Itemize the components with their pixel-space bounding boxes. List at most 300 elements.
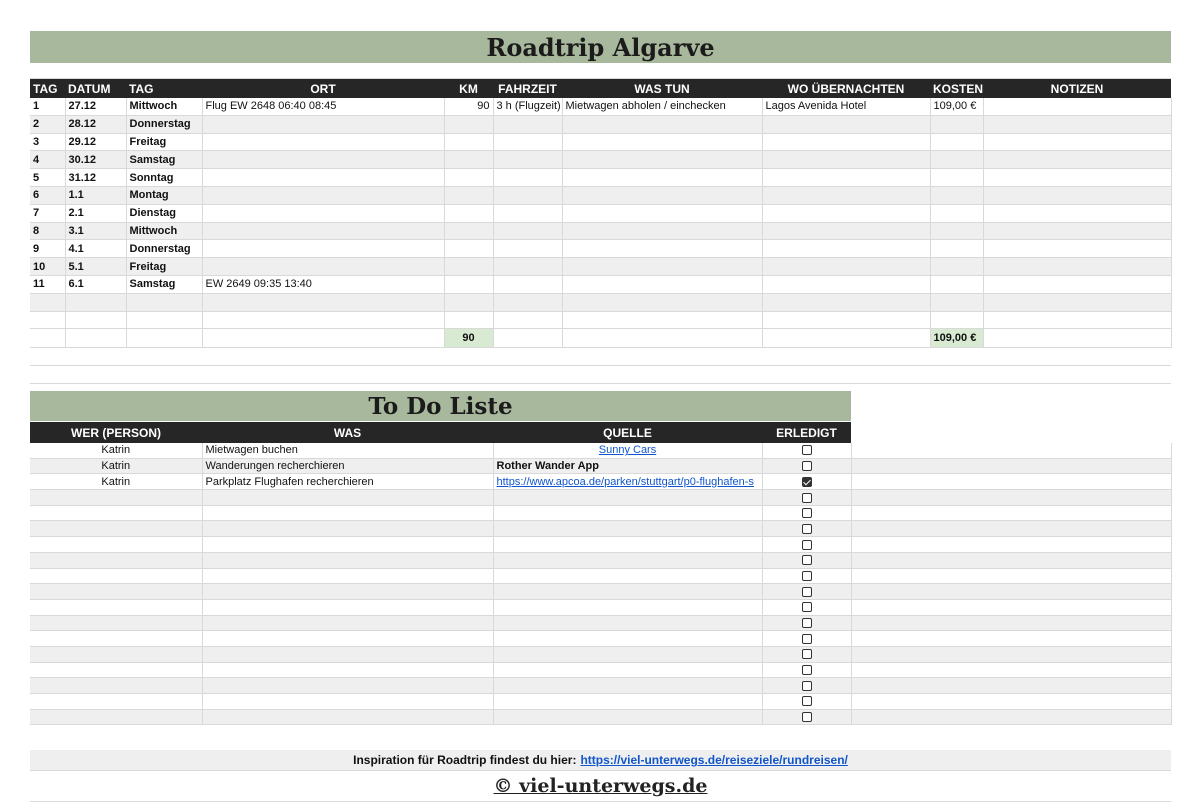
table-cell[interactable] [202, 552, 493, 568]
table-cell[interactable] [65, 311, 126, 329]
table-cell[interactable] [930, 204, 983, 222]
table-cell[interactable]: 4 [30, 151, 65, 169]
todo-task[interactable]: Mietwagen buchen [202, 443, 493, 458]
table-cell[interactable] [762, 293, 930, 311]
table-cell[interactable] [983, 133, 1171, 151]
table-cell[interactable]: 28.12 [65, 115, 126, 133]
todo-row [30, 678, 1171, 694]
table-cell[interactable] [493, 293, 562, 311]
table-cell[interactable] [562, 240, 762, 258]
spacer-row [30, 366, 1171, 384]
table-cell[interactable] [202, 678, 493, 694]
table-cell[interactable]: 9 [30, 240, 65, 258]
column-header: WO ÜBERNACHTEN [762, 79, 930, 98]
table-cell[interactable]: 31.12 [65, 169, 126, 187]
checkbox[interactable] [802, 508, 812, 518]
column-header: KM [444, 79, 493, 98]
todo-done[interactable] [762, 490, 851, 506]
todo-done[interactable] [762, 521, 851, 537]
table-cell[interactable] [202, 293, 444, 311]
table-cell[interactable] [65, 329, 126, 348]
table-cell[interactable] [126, 329, 202, 348]
table-cell[interactable] [930, 258, 983, 276]
todo-person[interactable]: Katrin [30, 443, 202, 458]
todo-row [30, 537, 1171, 553]
column-header: TAG [126, 79, 202, 98]
todo-person[interactable]: Katrin [30, 458, 202, 474]
table-row [30, 222, 1171, 240]
table-cell[interactable] [493, 169, 562, 187]
table-row [30, 151, 1171, 169]
table-cell[interactable] [983, 258, 1171, 276]
table-cell[interactable] [930, 311, 983, 329]
table-row [30, 240, 1171, 258]
table-cell[interactable] [30, 311, 65, 329]
table-cell[interactable] [202, 709, 493, 725]
table-row [30, 258, 1171, 276]
todo-row [30, 599, 1171, 615]
table-cell[interactable] [762, 133, 930, 151]
table-cell[interactable] [30, 584, 202, 600]
table-cell[interactable] [202, 204, 444, 222]
checkbox[interactable] [802, 696, 812, 706]
table-cell[interactable] [493, 568, 762, 584]
totals-row [30, 329, 1171, 348]
table-cell[interactable]: 1 [30, 98, 65, 115]
table-cell[interactable] [493, 662, 762, 678]
column-header: KOSTEN [930, 79, 983, 98]
todo-title: To Do Liste [30, 391, 851, 421]
table-cell[interactable] [493, 709, 762, 725]
table-cell [851, 537, 1171, 553]
table-cell[interactable] [930, 240, 983, 258]
table-cell[interactable] [930, 222, 983, 240]
blank-cell [30, 348, 1171, 366]
table-cell[interactable] [444, 293, 493, 311]
table-cell [851, 615, 1171, 631]
table-cell[interactable] [762, 311, 930, 329]
todo-done[interactable] [762, 505, 851, 521]
table-cell[interactable]: 3 [30, 133, 65, 151]
table-cell[interactable]: Samstag [126, 151, 202, 169]
checkbox[interactable] [802, 712, 812, 722]
todo-done[interactable] [762, 443, 851, 458]
table-cell[interactable] [762, 204, 930, 222]
todo-row [30, 646, 1171, 662]
checkbox[interactable] [802, 618, 812, 628]
table-cell [851, 709, 1171, 725]
table-cell[interactable] [30, 694, 202, 710]
table-cell[interactable] [30, 329, 65, 348]
table-cell[interactable] [493, 186, 562, 204]
table-cell[interactable] [202, 521, 493, 537]
bottom-border [30, 801, 1171, 802]
todo-done[interactable] [762, 646, 851, 662]
table-cell [851, 568, 1171, 584]
table-cell[interactable] [30, 615, 202, 631]
table-cell[interactable] [202, 568, 493, 584]
table-cell[interactable] [983, 240, 1171, 258]
table-cell[interactable] [202, 133, 444, 151]
table-cell[interactable] [562, 222, 762, 240]
checkbox[interactable] [802, 571, 812, 581]
table-cell[interactable] [202, 646, 493, 662]
table-row [30, 293, 1171, 311]
table-row [30, 204, 1171, 222]
todo-done[interactable] [762, 599, 851, 615]
table-cell[interactable] [30, 646, 202, 662]
column-header: NOTIZEN [983, 79, 1171, 98]
todo-row [30, 458, 1171, 474]
table-cell[interactable] [30, 662, 202, 678]
table-cell[interactable] [202, 584, 493, 600]
table-cell[interactable] [444, 133, 493, 151]
checkbox-checked[interactable] [802, 477, 812, 487]
checkbox[interactable] [802, 524, 812, 534]
checkbox[interactable] [802, 681, 812, 691]
table-cell[interactable] [202, 599, 493, 615]
table-cell[interactable] [202, 694, 493, 710]
table-cell[interactable] [562, 204, 762, 222]
table-cell[interactable] [493, 631, 762, 647]
checkbox[interactable] [802, 555, 812, 565]
table-row [30, 115, 1171, 133]
table-cell[interactable]: 5 [30, 169, 65, 187]
table-cell[interactable] [444, 151, 493, 169]
todo-table [30, 422, 1172, 725]
table-cell[interactable]: 6.1 [65, 275, 126, 293]
table-cell[interactable]: EW 2649 09:35 13:40 [202, 275, 444, 293]
table-cell[interactable] [202, 615, 493, 631]
todo-done[interactable] [762, 537, 851, 553]
table-row [30, 98, 1171, 115]
todo-done[interactable] [762, 662, 851, 678]
table-cell[interactable]: Mittwoch [126, 98, 202, 115]
todo-header-row [30, 422, 1171, 443]
table-cell[interactable]: Freitag [126, 258, 202, 276]
table-cell[interactable] [493, 490, 762, 506]
table-row [30, 169, 1171, 187]
checkbox[interactable] [802, 602, 812, 612]
todo-source[interactable] [493, 474, 762, 490]
blank-header [851, 422, 1171, 443]
table-cell[interactable] [30, 599, 202, 615]
todo-done[interactable] [762, 458, 851, 474]
table-cell[interactable] [562, 115, 762, 133]
blank-cell [851, 443, 1171, 458]
sheet-title: Roadtrip Algarve [30, 31, 1171, 63]
table-cell[interactable] [930, 169, 983, 187]
table-cell[interactable] [983, 186, 1171, 204]
checkbox[interactable] [802, 445, 812, 455]
todo-task[interactable]: Parkplatz Flughafen recherchieren [202, 474, 493, 490]
table-cell[interactable] [983, 204, 1171, 222]
table-cell[interactable]: 7 [30, 204, 65, 222]
table-cell[interactable]: 90 [444, 98, 493, 115]
table-cell[interactable]: Mietwagen abholen / einchecken [562, 98, 762, 115]
table-cell[interactable] [202, 115, 444, 133]
table-cell[interactable] [930, 133, 983, 151]
roadtrip-table [30, 79, 1172, 384]
table-cell[interactable] [562, 258, 762, 276]
table-cell[interactable]: Donnerstag [126, 115, 202, 133]
table-cell[interactable] [30, 631, 202, 647]
table-cell[interactable] [562, 275, 762, 293]
todo-done[interactable] [762, 631, 851, 647]
table-cell[interactable] [202, 490, 493, 506]
todo-row [30, 505, 1171, 521]
table-cell[interactable] [493, 240, 562, 258]
table-cell[interactable] [202, 505, 493, 521]
table-cell[interactable] [983, 222, 1171, 240]
todo-done[interactable] [762, 615, 851, 631]
table-cell[interactable] [983, 275, 1171, 293]
column-header: QUELLE [493, 422, 762, 443]
table-cell[interactable] [202, 329, 444, 348]
table-cell[interactable] [30, 505, 202, 521]
checkbox[interactable] [802, 649, 812, 659]
table-cell[interactable]: 8 [30, 222, 65, 240]
table-row [30, 275, 1171, 293]
table-cell[interactable] [762, 275, 930, 293]
table-cell[interactable] [930, 293, 983, 311]
table-cell[interactable] [202, 662, 493, 678]
table-cell [851, 521, 1171, 537]
table-cell[interactable] [762, 151, 930, 169]
table-cell[interactable] [493, 115, 562, 133]
table-cell[interactable] [930, 275, 983, 293]
table-cell[interactable]: Dienstag [126, 204, 202, 222]
table-cell[interactable]: 10 [30, 258, 65, 276]
table-cell [851, 490, 1171, 506]
todo-done[interactable] [762, 552, 851, 568]
table-cell[interactable]: 30.12 [65, 151, 126, 169]
checkbox[interactable] [802, 587, 812, 597]
table-cell[interactable] [493, 615, 762, 631]
checkbox[interactable] [802, 493, 812, 503]
todo-done[interactable] [762, 709, 851, 725]
table-cell[interactable] [30, 490, 202, 506]
table-cell[interactable] [983, 115, 1171, 133]
table-cell[interactable]: Sonntag [126, 169, 202, 187]
table-cell[interactable] [444, 240, 493, 258]
copyright: © viel-unterwegs.de [493, 775, 708, 797]
table-cell[interactable] [202, 258, 444, 276]
todo-row [30, 584, 1171, 600]
table-cell[interactable] [126, 311, 202, 329]
table-cell[interactable] [493, 133, 562, 151]
table-cell[interactable] [30, 678, 202, 694]
table-cell[interactable] [493, 222, 562, 240]
table-cell[interactable] [30, 537, 202, 553]
table-cell[interactable]: 27.12 [65, 98, 126, 115]
todo-done[interactable] [762, 694, 851, 710]
table-cell[interactable] [762, 329, 930, 348]
footer-link[interactable]: https://viel-unterwegs.de/reiseziele/rundreisen/ [580, 753, 848, 767]
table-cell[interactable] [30, 709, 202, 725]
table-cell[interactable] [444, 186, 493, 204]
todo-row [30, 709, 1171, 725]
table-cell[interactable]: Freitag [126, 133, 202, 151]
todo-done[interactable] [762, 678, 851, 694]
km-total[interactable]: 90 [444, 329, 493, 348]
table-cell[interactable] [202, 537, 493, 553]
table-cell[interactable] [444, 311, 493, 329]
table-cell[interactable] [30, 552, 202, 568]
todo-done[interactable] [762, 584, 851, 600]
table-cell[interactable] [983, 169, 1171, 187]
table-cell[interactable] [65, 293, 126, 311]
table-cell[interactable] [562, 151, 762, 169]
table-cell[interactable] [493, 646, 762, 662]
table-cell[interactable]: 4.1 [65, 240, 126, 258]
table-cell[interactable] [983, 329, 1171, 348]
table-cell[interactable] [202, 311, 444, 329]
checkbox[interactable] [802, 540, 812, 550]
table-cell[interactable] [983, 311, 1171, 329]
table-cell[interactable] [762, 169, 930, 187]
table-cell[interactable] [30, 568, 202, 584]
table-cell[interactable] [444, 115, 493, 133]
table-cell[interactable] [493, 505, 762, 521]
table-cell [851, 552, 1171, 568]
table-cell[interactable] [562, 329, 762, 348]
checkbox[interactable] [802, 634, 812, 644]
todo-row [30, 474, 1171, 490]
table-cell[interactable] [202, 151, 444, 169]
table-cell [851, 646, 1171, 662]
table-cell[interactable] [762, 115, 930, 133]
table-cell[interactable]: Mittwoch [126, 222, 202, 240]
table-cell[interactable] [444, 258, 493, 276]
table-cell[interactable] [762, 222, 930, 240]
table-cell[interactable]: 2 [30, 115, 65, 133]
todo-row [30, 521, 1171, 537]
table-cell[interactable] [562, 186, 762, 204]
column-header: TAG [30, 79, 65, 98]
table-cell[interactable] [762, 186, 930, 204]
table-cell[interactable] [493, 311, 562, 329]
checkbox[interactable] [802, 461, 812, 471]
table-cell [851, 678, 1171, 694]
table-cell[interactable]: 11 [30, 275, 65, 293]
table-cell[interactable] [202, 240, 444, 258]
table-cell[interactable]: 29.12 [65, 133, 126, 151]
table-cell [851, 662, 1171, 678]
table-cell[interactable] [493, 521, 762, 537]
table-cell[interactable]: 2.1 [65, 204, 126, 222]
table-cell[interactable] [493, 552, 762, 568]
todo-task[interactable]: Wanderungen recherchieren [202, 458, 493, 474]
kosten-total[interactable]: 109,00 € [930, 329, 983, 348]
table-cell[interactable]: Lagos Avenida Hotel [762, 98, 930, 115]
table-header-row [30, 79, 1171, 98]
table-cell [851, 505, 1171, 521]
table-cell[interactable] [202, 169, 444, 187]
table-cell[interactable] [30, 521, 202, 537]
table-cell[interactable] [493, 694, 762, 710]
table-cell[interactable] [493, 275, 562, 293]
table-cell[interactable]: 1.1 [65, 186, 126, 204]
table-row [30, 311, 1171, 329]
table-cell[interactable] [126, 293, 202, 311]
table-cell[interactable] [493, 537, 762, 553]
todo-done[interactable] [762, 568, 851, 584]
table-cell[interactable]: Montag [126, 186, 202, 204]
column-header: ORT [202, 79, 444, 98]
todo-row [30, 568, 1171, 584]
table-cell[interactable]: 109,00 € [930, 98, 983, 115]
checkbox[interactable] [802, 665, 812, 675]
table-cell[interactable] [202, 631, 493, 647]
table-cell [851, 599, 1171, 615]
table-cell[interactable] [930, 115, 983, 133]
table-cell[interactable] [444, 204, 493, 222]
table-cell[interactable] [202, 222, 444, 240]
column-header: DATUM [65, 79, 126, 98]
table-cell[interactable] [983, 98, 1171, 115]
spacer-row [30, 63, 1171, 79]
table-cell[interactable] [762, 240, 930, 258]
table-cell[interactable] [562, 311, 762, 329]
spacer-row [30, 348, 1171, 366]
table-cell[interactable]: Samstag [126, 275, 202, 293]
table-cell[interactable] [493, 151, 562, 169]
table-cell[interactable]: Flug EW 2648 06:40 08:45 [202, 98, 444, 115]
table-cell[interactable] [562, 133, 762, 151]
todo-source[interactable] [493, 443, 762, 458]
table-cell[interactable] [493, 204, 562, 222]
table-cell[interactable] [444, 169, 493, 187]
table-cell[interactable] [493, 258, 562, 276]
table-cell[interactable]: 5.1 [65, 258, 126, 276]
todo-done[interactable] [762, 474, 851, 490]
column-header: WAS [202, 422, 493, 443]
table-cell[interactable] [493, 678, 762, 694]
todo-source[interactable]: Rother Wander App [493, 458, 762, 474]
table-cell[interactable] [493, 584, 762, 600]
todo-row [30, 490, 1171, 506]
table-row [30, 186, 1171, 204]
table-cell[interactable] [444, 222, 493, 240]
table-cell[interactable] [562, 293, 762, 311]
table-cell[interactable] [30, 293, 65, 311]
table-cell[interactable]: 3.1 [65, 222, 126, 240]
table-cell[interactable]: Donnerstag [126, 240, 202, 258]
table-cell[interactable] [444, 275, 493, 293]
table-cell[interactable] [930, 151, 983, 169]
todo-row [30, 694, 1171, 710]
source-link[interactable]: Sunny Cars [598, 444, 657, 457]
table-cell[interactable] [930, 186, 983, 204]
table-cell[interactable] [983, 151, 1171, 169]
table-cell [851, 694, 1171, 710]
table-cell[interactable] [202, 186, 444, 204]
blank-cell [30, 366, 1171, 384]
table-cell[interactable] [493, 599, 762, 615]
table-cell[interactable]: 6 [30, 186, 65, 204]
table-cell[interactable] [762, 258, 930, 276]
todo-person[interactable]: Katrin [30, 474, 202, 490]
table-cell[interactable] [562, 169, 762, 187]
todo-row [30, 631, 1171, 647]
source-link[interactable]: https://www.apcoa.de/parken/stuttgart/p0-flughafen-s [496, 475, 754, 488]
table-cell[interactable]: 3 h (Flugzeit) [493, 98, 562, 115]
table-cell[interactable] [983, 293, 1171, 311]
column-header: FAHRZEIT [493, 79, 562, 98]
table-cell[interactable] [493, 329, 562, 348]
column-header: ERLEDIGT [762, 422, 851, 443]
